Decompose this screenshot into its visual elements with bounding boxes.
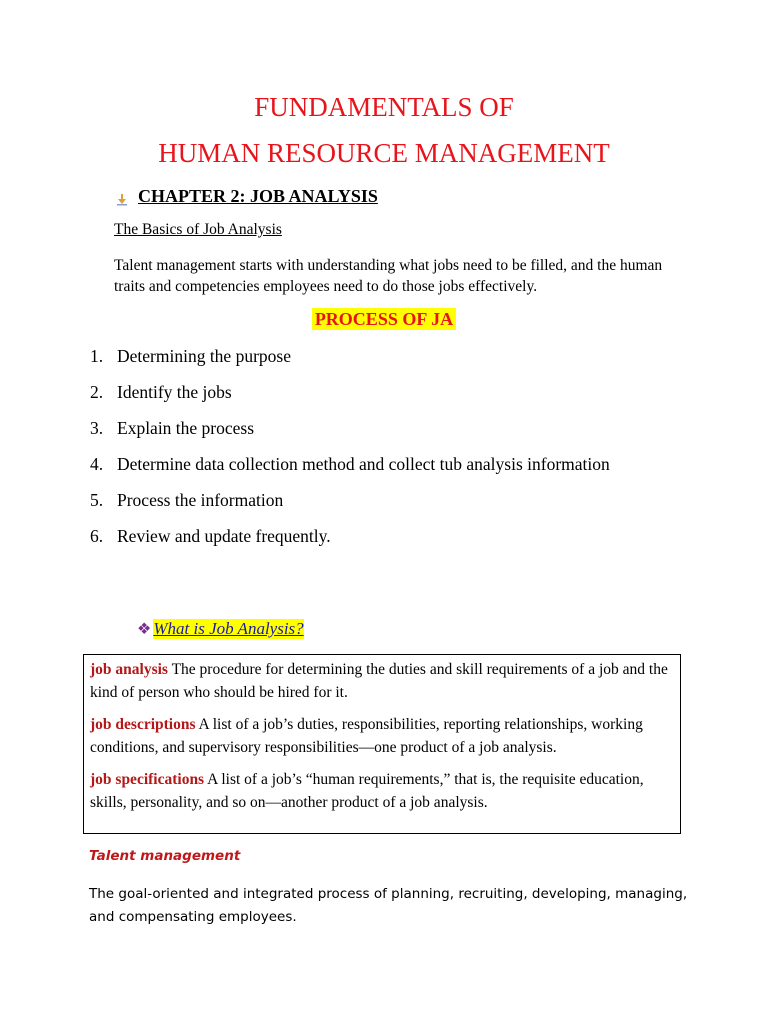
step-number: 3. bbox=[90, 418, 104, 438]
talent-management-body: The goal-oriented and integrated process of planning, recruiting, developing, managing, and compensating employees. bbox=[89, 886, 688, 925]
definition-item bbox=[90, 768, 674, 814]
step-number: 6. bbox=[90, 526, 104, 546]
chapter-label: CHAPTER 2: JOB ANALYSIS bbox=[138, 186, 378, 206]
step-text: Process the information bbox=[117, 490, 284, 510]
process-steps-list bbox=[90, 344, 690, 560]
definition-term: job analysis bbox=[90, 661, 168, 678]
definition-text: A list of a job’s duties, responsibilities, reporting relationships, working conditions, and supervisory responsibilities—one product of a job analysis. bbox=[90, 716, 643, 756]
what-is-heading bbox=[137, 619, 304, 639]
intro-paragraph: Talent management starts with understanding what jobs need to be filled, and the human traits and competencies employees need to do those jobs effectively. bbox=[114, 257, 663, 295]
what-is-link[interactable]: What is Job Analysis? bbox=[153, 619, 304, 638]
step-number: 5. bbox=[90, 490, 104, 510]
section-subheading: The Basics of Job Analysis bbox=[114, 221, 282, 238]
step-text: Determine data collection method and collect tub analysis information bbox=[117, 454, 610, 474]
definition-item bbox=[90, 713, 674, 759]
process-heading-label: PROCESS OF JA bbox=[312, 308, 456, 330]
step-text: Review and update frequently. bbox=[117, 526, 331, 546]
list-item bbox=[90, 344, 690, 368]
step-text: Determining the purpose bbox=[117, 346, 291, 366]
step-number: 4. bbox=[90, 454, 104, 474]
list-item bbox=[90, 452, 690, 476]
list-item bbox=[90, 488, 690, 512]
diamond-bullet-icon: ❖ bbox=[137, 621, 152, 638]
document-title-line-2: HUMAN RESOURCE MANAGEMENT bbox=[158, 138, 610, 168]
definition-item bbox=[90, 658, 674, 704]
talent-management-heading: Talent management bbox=[89, 848, 241, 864]
process-heading bbox=[0, 309, 768, 330]
chapter-heading bbox=[114, 186, 378, 207]
document-title-line-1: FUNDAMENTALS OF bbox=[254, 92, 514, 122]
step-text: Explain the process bbox=[117, 418, 255, 438]
list-item bbox=[90, 416, 690, 440]
step-number: 2. bbox=[90, 382, 104, 402]
arrow-bullet-icon bbox=[114, 190, 132, 204]
definition-text: A list of a job’s “human requirements,” that is, the requisite education, skills, personality, and so on—another product of a job analysis. bbox=[90, 771, 644, 811]
definition-term: job specifications bbox=[90, 771, 205, 788]
list-item bbox=[90, 524, 690, 548]
definitions-box bbox=[83, 654, 681, 834]
step-text: Identify the jobs bbox=[117, 382, 232, 402]
list-item bbox=[90, 380, 690, 404]
definition-text: The procedure for determining the duties and skill requirements of a job and the kind of person who should be hired for it. bbox=[90, 661, 668, 701]
step-number: 1. bbox=[90, 346, 104, 366]
definition-term: job descriptions bbox=[90, 716, 196, 733]
